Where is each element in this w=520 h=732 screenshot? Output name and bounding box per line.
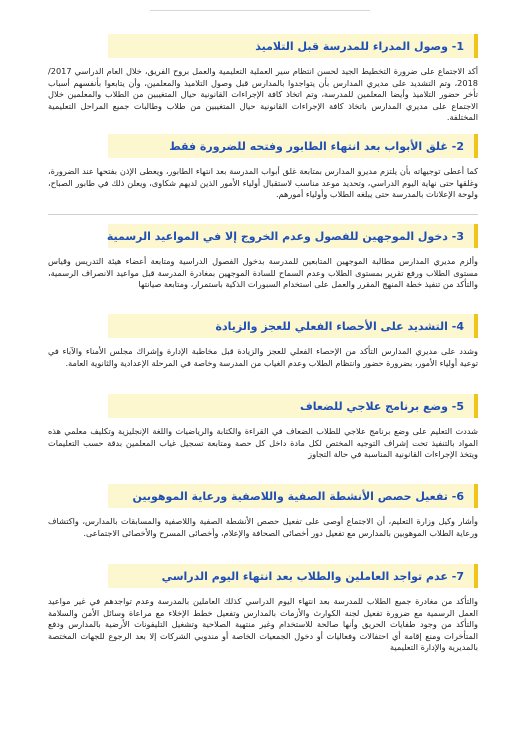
section-7-heading (108, 564, 478, 588)
section-6-body: وأشار وكيل وزارة التعليم، أن الاجتماع أوصى على تفعيل حصص الأنشطة الصفية واللاصفية والمسابقات بالمدارس، واكتشاف ورعاية الطلاب الموهوبين بالمدارس مع تفعيل دور أخصائى الصحافة والإعلام، وأخصائى المسرح والأخصائى الاجتماعى. (48, 516, 478, 538)
section-7-body: والتأكد من مغادرة جميع الطلاب للمدرسة بعد انتهاء اليوم الدراسي كذلك العاملين بالمدرسة وعدم تواجدهم في غير مواعيد العمل الرسمية مع ضرورة تفعيل لجنة الكوارث والأزمات بالمدارس وتفعيل خطط الإخلاء مع مراعاة وسائل الأمن والسلامة والتأكد من وجود طفايات الحريق وأنها صالحة للاستخدام وغير منتهية الصلاحية وتشغيل التليفونات الأرضية بالمدارس ودفع المتأخرات ومنع إقامة أي احتفالات وفعاليات أو دخول الجمعيات الخاصة أو مندوبي الشركات إلا بعد الرجوع للجهات المختصة بالمديرية والإدارة التعليمية (48, 596, 478, 653)
section-1-body: أكد الاجتماع على ضرورة التخطيط الجيد لحسن انتظام سير العملية التعليمية والعمل بروح الفريق، خلال العام الدراسي 2017/ 2018، وتم التشديد على مديري المدارس بأن يتواجدوا بالمدارس قبل وصول التلاميذ والمعلمين، وأن يتابعوا بأنفسهم أسباب تأخر حضور التلاميذ وأيضا المعلمين للمدرسة، وتم اتخاذ كافة الإجراءات القانونية حيال المتغيبين من الطلاب والمعلمين خلال الاجتماع على مديري المدارس باتخاذ كافة الإجراءات القانونية حيال المتغيبين من طلاب وطالبات جميع المراحل التعليمية المختلفة. (48, 66, 478, 123)
section-1-heading-text: 1- وصول المدراء للمدرسة قبل التلاميذ (255, 39, 464, 53)
section-4-heading-text: 4- التشديد على الأحصاء الفعلي للعجز والزيادة (215, 319, 464, 333)
section-7 (48, 564, 478, 654)
section-5 (48, 394, 478, 461)
section-1 (48, 34, 478, 124)
section-3-body: وألزم مديري المدارس مطالبة الموجهين المتابعين للمدرسة بدخول الفصول الدراسية ومتابعة أعضاء هيئة التدريس وقياس مستوى الطلاب ورفع تقرير بمستوى الطلاب وعدم السماح للسادة الموجهين بمغادرة المدرسة قبل مواعيد الانصراف الرسمية، والتأكد من تنفيذ خطة المنهج المقرر والعمل على استخدام السبورات الذكية باستمرار، ومتابعة صيانتها (48, 256, 478, 290)
section-3-heading (108, 224, 478, 248)
top-divider (150, 0, 370, 11)
section-6-heading (108, 484, 478, 508)
section-4-heading (108, 314, 478, 338)
section-6 (48, 484, 478, 539)
section-2-heading-text: 2- غلق الأبواب بعد انتهاء الطابور وفتحه للضرورة فقط (169, 139, 464, 153)
section-4-body: وشدد على مديري المدارس التأكد من الإحصاء الفعلي للعجز والزيادة قبل مخاطبة الإدارة وإشراك مجلس الأمناء والآباء في توعية أولياء الأمور، بضرورة حضور وانتظام الطلاب وعدم الغياب من المدرسة وخاصة في المرحلة الإعدادية والثانوية العامة. (48, 346, 478, 368)
section-1-heading (108, 34, 478, 58)
section-divider (48, 214, 478, 215)
section-5-heading (108, 394, 478, 418)
section-7-heading-text: 7- عدم تواجد العاملين والطلاب بعد انتهاء اليوم الدراسي (161, 569, 464, 583)
section-3 (48, 224, 478, 291)
section-2-heading (108, 134, 478, 158)
section-5-heading-text: 5- وضع برنامج علاجي للضعاف (300, 399, 464, 413)
section-6-heading-text: 6- تفعيل حصص الأنشطة الصفية واللاصفية ورعاية الموهوبين (132, 489, 464, 503)
section-2 (48, 134, 478, 201)
section-3-heading-text: 3- دخول الموجهين للفصول وعدم الخروج إلا في المواعيد الرسمية (106, 229, 464, 243)
section-4 (48, 314, 478, 369)
section-5-body: شددت التعليم على وضع برنامج علاجي للطلاب الضعاف في القراءة والكتابة والرياضيات واللغة الإنجليزية وتكليف معلمي هذه المواد بالتنفيذ تحت إشراف التوجيه المختص لكل مادة داخل كل حصة ومتابعة تسجيل غياب المعلمين بدقة حسب التعليمات ويتخذ الإجراءات القانونية المناسبة في حالة التجاوز (48, 426, 478, 460)
section-2-body: كما أعطى توجيهاته بأن يلتزم مديرو المدارس بمتابعة غلق أبواب المدرسة بعد انتهاء الطابور، ويعطى الإذن بفتحها عند الضرورة، وغلقها حتى نهاية اليوم الدراسي، وتحديد موعد مناسب لاستقبال أولياء الأمور الذين لديهم شكاوى، ويعلن ذلك في طابور الصباح، ولوحة الإعلانات بالمدرسة حتى يبلغه الطلاب وأولياء أمورهم. (48, 166, 478, 200)
